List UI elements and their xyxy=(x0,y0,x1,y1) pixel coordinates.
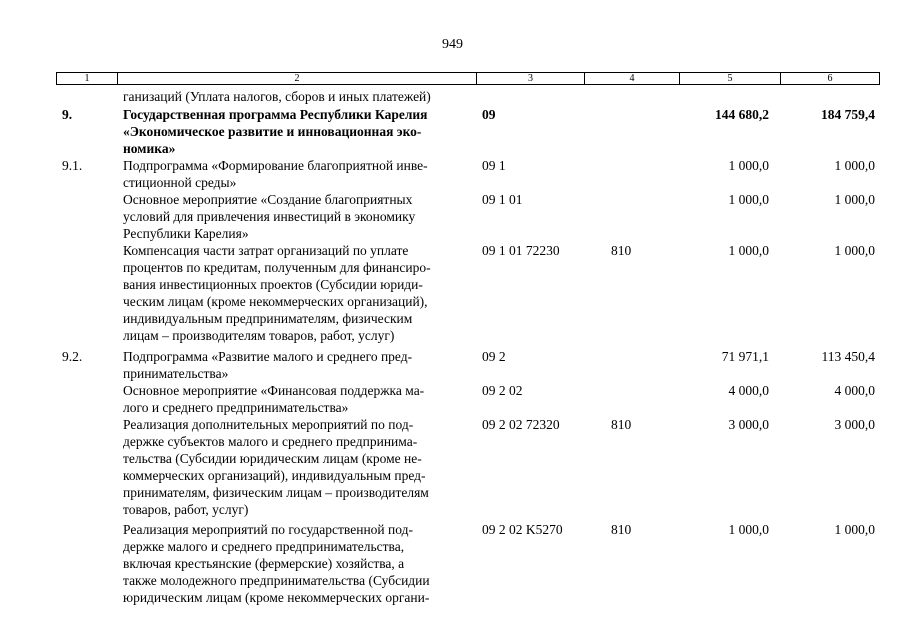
row-name-line: Основное мероприятие «Финансовая поддержка ма- xyxy=(123,383,425,398)
row-amount-col6: 1 000,0 xyxy=(834,158,875,173)
row-name xyxy=(123,521,468,606)
row-code: 09 1 01 xyxy=(482,192,523,207)
row-expense-type: 810 xyxy=(611,417,632,432)
page-number: 949 xyxy=(442,37,463,52)
row-name xyxy=(123,348,468,382)
row-code: 09 2 xyxy=(482,349,506,364)
row-amount-col5: 4 000,0 xyxy=(728,383,769,398)
row-name-line: Республики Карелия» xyxy=(123,226,249,241)
row-name-line: юридическим лицам (кроме некоммерческих органи- xyxy=(123,590,430,605)
row-name-line: номика» xyxy=(123,141,176,156)
row-amount-col5: 1 000,0 xyxy=(728,158,769,173)
row-code: 09 2 02 72320 xyxy=(482,417,560,432)
row-name xyxy=(123,416,468,518)
row-name-line: коммерческих организаций), индивидуальным пред- xyxy=(123,468,426,483)
row-expense-type: 810 xyxy=(611,243,632,258)
row-amount-col5: 71 971,1 xyxy=(721,349,769,364)
row-name xyxy=(123,157,468,191)
row-amount-col5: 144 680,2 xyxy=(715,107,769,122)
column-header-6: 6 xyxy=(827,73,833,84)
row-name xyxy=(123,191,468,242)
column-header-4: 4 xyxy=(585,73,680,84)
row-name-line: лого и среднего предпринимательства» xyxy=(123,400,349,415)
row-amount-col5: 1 000,0 xyxy=(728,192,769,207)
row-name-line: принимателям, физическим лицам – производителям xyxy=(123,485,429,500)
row-code: 09 xyxy=(482,107,496,122)
row-code: 09 2 02 xyxy=(482,383,523,398)
row-amount-col5: 3 000,0 xyxy=(728,417,769,432)
row-number: 9.2. xyxy=(62,349,83,364)
row-name-line: Компенсация части затрат организаций по уплате xyxy=(123,243,409,258)
row-name-line: тельства (Субсидии юридическим лицам (кроме не- xyxy=(123,451,422,466)
row-name-line: ганизаций (Уплата налогов, сборов и иных платежей) xyxy=(123,89,431,104)
row-name-line: вания инвестиционных проектов (Субсидии юриди- xyxy=(123,277,423,292)
row-name-line: лицам – производителям товаров, работ, услуг) xyxy=(123,328,395,343)
row-name-line: Подпрограмма «Формирование благоприятной инве- xyxy=(123,158,428,173)
row-code: 09 1 xyxy=(482,158,506,173)
row-name-line: процентов по кредитам, полученным для финансиро- xyxy=(123,260,431,275)
row-amount-col6: 3 000,0 xyxy=(834,417,875,432)
row-expense-type: 810 xyxy=(611,522,632,537)
row-name xyxy=(123,242,468,344)
column-header-1: 1 xyxy=(57,73,118,84)
row-amount-col5: 1 000,0 xyxy=(728,243,769,258)
column-header-5: 5 xyxy=(680,73,781,84)
row-name-line: условий для привлечения инвестиций в экономику xyxy=(123,209,416,224)
row-number: 9.1. xyxy=(62,158,83,173)
row-amount-col6: 1 000,0 xyxy=(834,243,875,258)
row-amount-col6: 4 000,0 xyxy=(834,383,875,398)
table-header xyxy=(56,72,880,85)
row-name-line: стиционной среды» xyxy=(123,175,237,190)
row-name xyxy=(123,382,468,416)
row-name-line: держке субъектов малого и среднего предпринима- xyxy=(123,434,418,449)
row-name-line: индивидуальным предпринимателям, физическим xyxy=(123,311,413,326)
row-name-line: Государственная программа Республики Карелия xyxy=(123,107,428,122)
row-name-line: Основное мероприятие «Создание благоприятных xyxy=(123,192,413,207)
row-name-line: Реализация мероприятий по государственной под- xyxy=(123,522,413,537)
row-amount-col6: 1 000,0 xyxy=(834,192,875,207)
row-code: 09 1 01 72230 xyxy=(482,243,560,258)
row-amount-col5: 1 000,0 xyxy=(728,522,769,537)
row-name-line: принимательства» xyxy=(123,366,229,381)
column-header-2: 2 xyxy=(118,73,477,84)
row-name-line: ческим лицам (кроме некоммерческих организаций), xyxy=(123,294,428,309)
row-name xyxy=(123,88,468,105)
row-name-line: включая крестьянские (фермерские) хозяйства, а xyxy=(123,556,405,571)
row-code: 09 2 02 K5270 xyxy=(482,522,563,537)
column-header-3: 3 xyxy=(477,73,585,84)
row-name-line: также молодежного предпринимательства (Субсидии xyxy=(123,573,430,588)
row-name-line: «Экономическое развитие и инновационная эко- xyxy=(123,124,422,139)
row-name xyxy=(123,106,468,157)
row-name-line: Реализация дополнительных мероприятий по под- xyxy=(123,417,414,432)
row-name-line: Подпрограмма «Развитие малого и среднего пред- xyxy=(123,349,413,364)
row-name-line: товаров, работ, услуг) xyxy=(123,502,249,517)
row-name-line: держке малого и среднего предпринимательства, xyxy=(123,539,405,554)
row-amount-col6: 113 450,4 xyxy=(821,349,875,364)
row-number: 9. xyxy=(62,107,73,122)
row-amount-col6: 184 759,4 xyxy=(821,107,875,122)
row-amount-col6: 1 000,0 xyxy=(834,522,875,537)
